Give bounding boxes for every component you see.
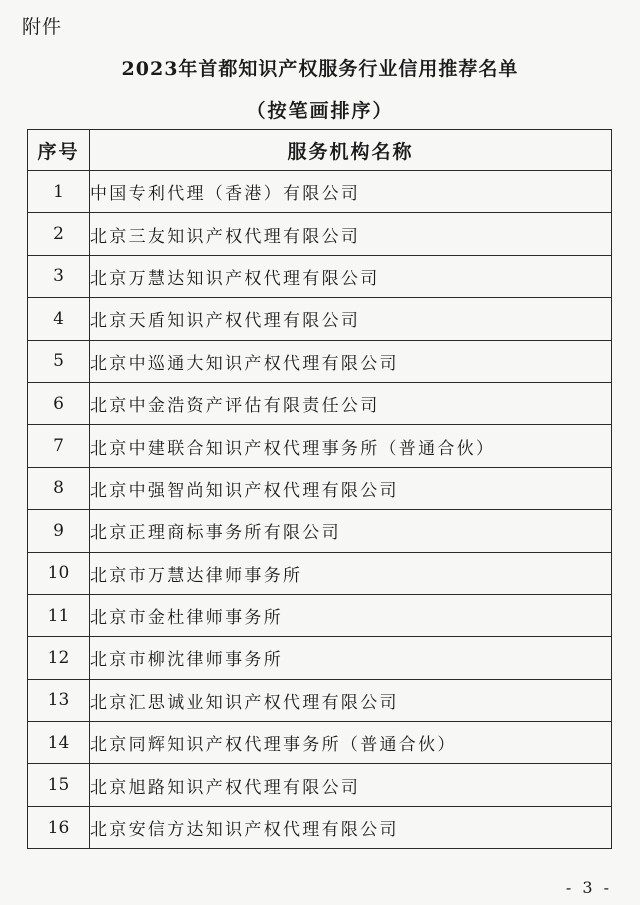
row-number: 14: [28, 722, 90, 764]
row-number: 9: [28, 510, 90, 552]
table-row: [28, 764, 612, 806]
org-name: 北京同辉知识产权代理事务所（普通合伙）: [90, 722, 612, 764]
document-title: 2023年首都知识产权服务行业信用推荐名单: [121, 58, 519, 80]
table-row: [28, 425, 612, 467]
table-row: [28, 594, 612, 636]
row-number: 11: [28, 594, 90, 636]
row-number: 16: [28, 806, 90, 848]
table-row: [28, 467, 612, 509]
row-number: 2: [28, 213, 90, 255]
table-row: [28, 213, 612, 255]
row-number: 1: [28, 171, 90, 213]
table-row: [28, 510, 612, 552]
table-row: [28, 298, 612, 340]
org-name: 北京汇思诚业知识产权代理有限公司: [90, 679, 612, 721]
org-name: 北京市万慧达律师事务所: [90, 552, 612, 594]
org-name: 北京市金杜律师事务所: [90, 594, 612, 636]
attachment-label: 附件: [22, 16, 63, 38]
row-number: 7: [28, 425, 90, 467]
row-number: 15: [28, 764, 90, 806]
org-name: 北京中金浩资产评估有限责任公司: [90, 382, 612, 424]
org-name: 中国专利代理（香港）有限公司: [90, 171, 612, 213]
org-name: 北京中强智尚知识产权代理有限公司: [90, 467, 612, 509]
org-name: 北京安信方达知识产权代理有限公司: [90, 806, 612, 848]
org-name: 北京正理商标事务所有限公司: [90, 510, 612, 552]
row-number: 12: [28, 637, 90, 679]
row-number: 5: [28, 340, 90, 382]
org-name: 北京旭路知识产权代理有限公司: [90, 764, 612, 806]
table-row: [28, 679, 612, 721]
row-number: 3: [28, 255, 90, 297]
row-number: 8: [28, 467, 90, 509]
table-row: [28, 637, 612, 679]
table-row: [28, 340, 612, 382]
table-header-row: [28, 130, 612, 171]
header-org-name: 服务机构名称: [90, 130, 612, 171]
org-name: 北京万慧达知识产权代理有限公司: [90, 255, 612, 297]
recommendation-table: [27, 129, 612, 849]
org-name: 北京三友知识产权代理有限公司: [90, 213, 612, 255]
document-subtitle: （按笔画排序）: [246, 100, 394, 122]
row-number: 13: [28, 679, 90, 721]
table-row: [28, 552, 612, 594]
row-number: 6: [28, 382, 90, 424]
page-number: - 3 -: [565, 878, 612, 897]
table-row: [28, 382, 612, 424]
org-name: 北京市柳沈律师事务所: [90, 637, 612, 679]
table-row: [28, 806, 612, 848]
table-row: [28, 722, 612, 764]
row-number: 4: [28, 298, 90, 340]
table-row: [28, 255, 612, 297]
row-number: 10: [28, 552, 90, 594]
table-row: [28, 171, 612, 213]
header-number: 序号: [28, 130, 90, 171]
org-name: 北京中巡通大知识产权代理有限公司: [90, 340, 612, 382]
org-name: 北京中建联合知识产权代理事务所（普通合伙）: [90, 425, 612, 467]
org-name: 北京天盾知识产权代理有限公司: [90, 298, 612, 340]
